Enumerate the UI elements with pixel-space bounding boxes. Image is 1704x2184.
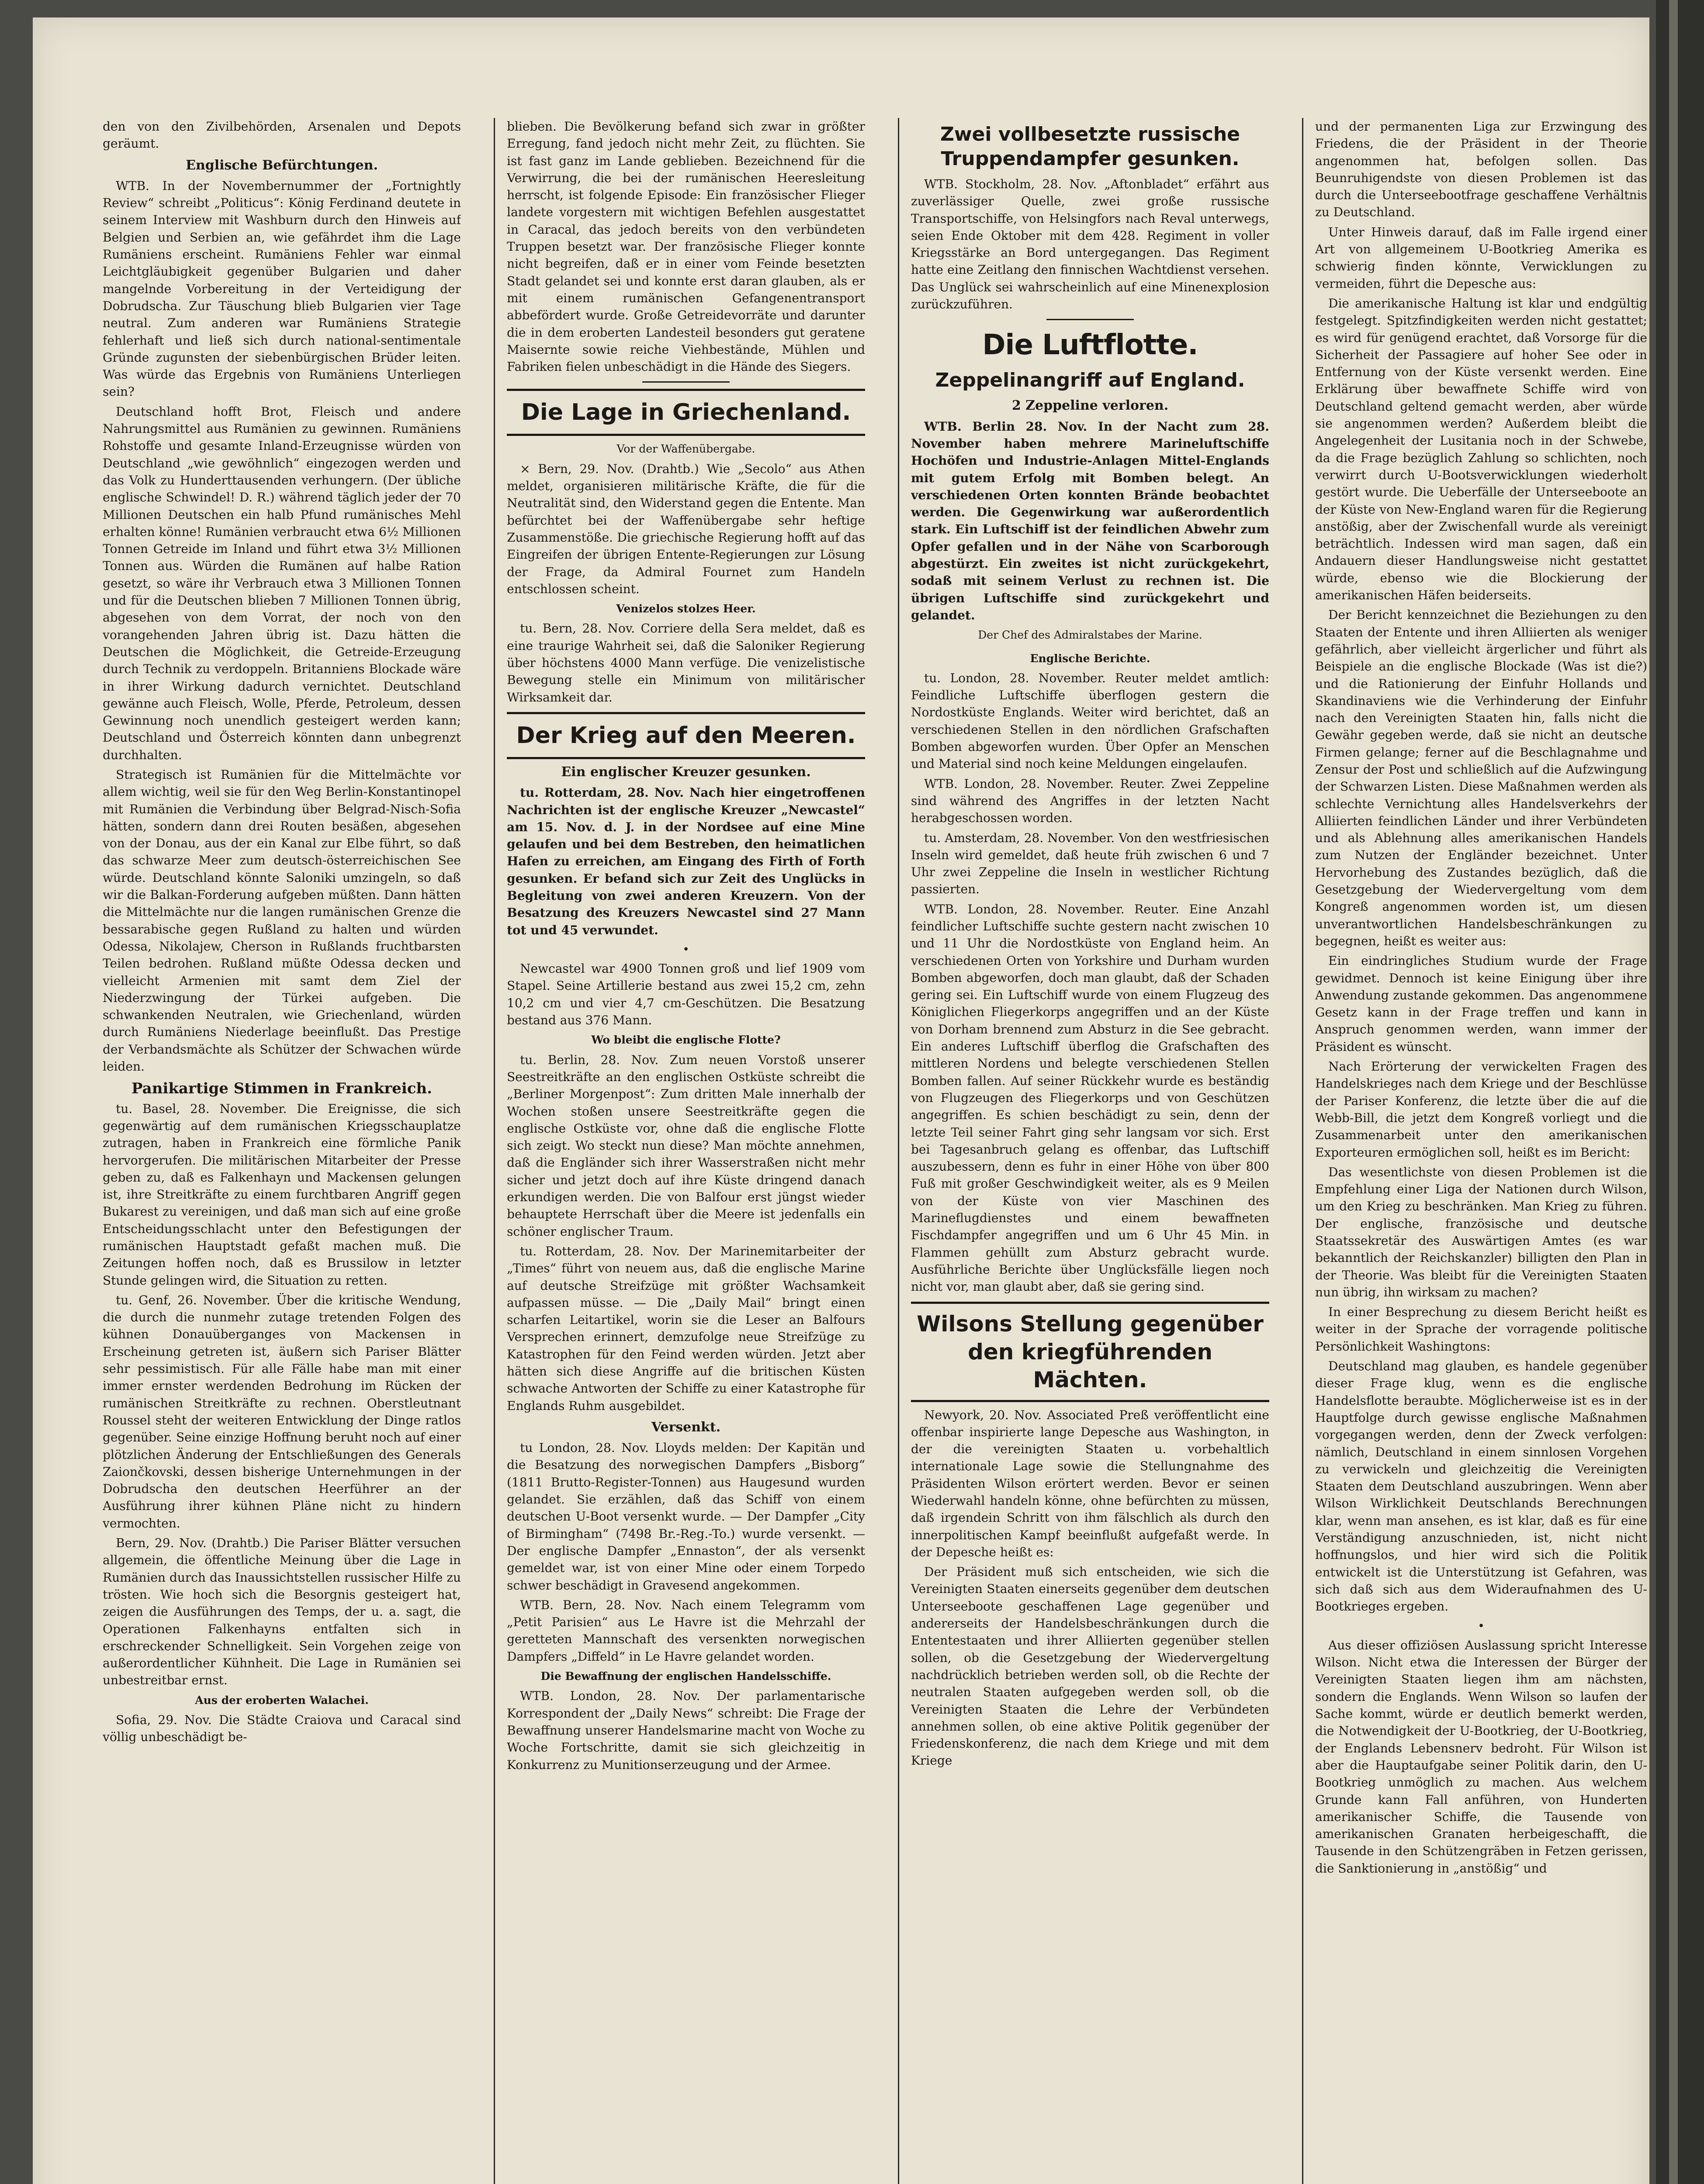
separator-dot: • (682, 943, 689, 956)
paragraph: Nach Erörterung der verwickelten Fragen des Handelskrieges nach dem Kriege und der Beschlüsse der Pariser Konferenz, die letzte über die auf die Webb-Bill, die jetzt dem Kongreß vorliegt und die Zusammenarbeit unter den amerikanischen Exporteuren ermöglichen soll, heißt es im Bericht: (1315, 1059, 1647, 1160)
paragraph: WTB. Berlin 28. Nov. In der Nacht zum 28. November haben mehrere Marineluftschiffe Hochöfen und Industrie-Anlagen Mittel-Englands mit gutem Erfolg mit Bomben belegt. An verschiedenen Orten konnten Brände beobachtet werden. Die Gegenwirkung war außerordentlich stark. Ein Luftschiff ist der feindlichen Abwehr zum Opfer gefallen und in der Nähe von Scarborough abgestürzt. Ein zweites ist nicht zurückgekehrt, sodaß mit seinem Verlust zu rechnen ist. Die übrigen Luftschiffe sind zurückgekehrt und gelandet. (911, 419, 1269, 622)
paragraph: Der Bericht kennzeichnet die Beziehungen zu den Staaten der Entente und ihren Alliierten als weniger gefährlich, aber vielleicht ärgerlicher und führt als Beispiele an die englische Blockade (Was ist die?) und die Rationierung der Einfuhr Hollands und Skandinaviens wie die Verhinderung der Einfuhr nach den Vereinigten Staaten hin, falls nicht die Gewähr gegeben werde, daß sie nicht an deutsche Firmen gelange; ferner auf die Beschlagnahme und Zensur der Post und schließlich auf die Aufzwingung der Schwarzen Listen. Diese Maßnahmen werden als schlechte Vernichtung alles Handelsverkehrs der Alliierten feindlichen Länder und ihrer Verbündeten und als Ablehnung alles amerikanischen Handels zum Nutzen der Engländer bezeichnet. Unter Hervorhebung des Zustandes bezüglich, daß die Gesetzgebung der Wiedervergeltung vom dem Kongreß angenommen worden ist, um diesen unverantwortlichen Handelsbeschränkungen zu begegnen, heißt es weiter aus: (1315, 608, 1647, 948)
paragraph: Die amerikanische Haltung ist klar und endgültig festgelegt. Spitzfindigkeiten werden nicht gestattet; es wird für genügend erachtet, daß Vorsorge für die Sicherheit der Passagiere auf hoher See oder in Entfernung von der Küste versenkt werden. Eine Erklärung über bewaffnete Schiffe wird von Deutschland geltend gemacht werden, aber würde sie angenommen werden? Außerdem bleibt die Angelegenheit der Lusitania noch in der Schwebe, da die Frage bezüglich Zahlung so schlichten, noch verwirrt durch U-Bootsverwicklungen wiederholt gestört wurde. Die Ueberfälle der Unterseeboote an der Küste von New-England waren für die Regierung anstößig, aber der Zwischenfall wurde als vereinigt beträchtlich. Indessen wird man sagen, daß ein Andauern dieser Handlungsweise nicht gestattet würde, ebenso wie die Blockierung der amerikanischen Häfen beiderseits. (1315, 296, 1647, 603)
paragraph: WTB. London, 28. Nov. Der parlamentarische Korrespondent der „Daily News“ schreibt: Die Frage der Bewaffnung unserer Handelsmarine macht von Woche zu Woche Fortschritte, damit sie sich gleichzeitig in Konkurrenz zu Munitionserzeugung und der Armee. (507, 1689, 865, 1772)
paragraph: tu. London, 28. November. Reuter meldet amtlich: Feindliche Luftschiffe überflogen gestern die Nordostküste Englands. Weiter wird berichtet, daß an verschiedenen Stellen in den nördlichen Grafschaften Bomben abgeworfen wurden. Über Opfer an Menschen und Material sind noch keine Meldungen eingelaufen. (911, 670, 1269, 771)
article-headline: Panikartige Stimmen in Frankreich. (132, 1080, 432, 1098)
column-rule (1302, 118, 1303, 2184)
paragraph: WTB. London, 28. November. Reuter. Zwei Zeppeline sind während des Angriffes in der letzten Nacht herabgeschossen worden. (911, 776, 1269, 826)
paragraph: Deutschland mag glauben, es handele gegenüber dieser Frage klug, wenn es die englische Handelsflotte beraubte. Möglicherweise ist es in der Hauptfolge durch gewisse englische Maßnahmen vorgegangen werden, denn der Zweck verfolgen: nämlich, Deutschland in einem sinnlosen Vorgehen zu verwickeln und gleichzeitig die Vereinigten Staaten dem Deutschland auszubringen. Wenn aber Wilson Wirklichkeit Deutschlands Berechnungen klar, wenn man ansehen, es ist klar, daß es für eine Verständigung anzuschnieden, ist, nicht nicht hoffnungslos, und hier wird sich die Politik entwickelt ist die Unterstützung ist Gefahren, was sich daß sich aus dem Wideraufnahmen des U-Bootkrieges ergeben. (1315, 1359, 1647, 1614)
paragraph: Bern, 29. Nov. (Drahtb.) Die Pariser Blätter versuchen allgemein, die öffentliche Meinung über die Lage in Rumänien durch das Inaussichtstellen russischer Hilfe zu trösten. Wie hoch sich die Besorgnis gesteigert hat, zeigen die Ausführungen des Temps, der u. a. sagt, die Operationen Falkenhayns entfalten sich in erschreckender Schnelligkeit. Sein Vorgehen zeige von außerordentlicher Kühnheit. Die Lage in Rumänien sei unbestreitbar ernst. (103, 1536, 461, 1688)
paragraph: tu. Berlin, 28. Nov. Zum neuen Vorstoß unserer Seestreitkräfte an den englischen Ostküste schreibt die „Berliner Morgenpost“: Zum dritten Male innerhalb der Wochen stoßen unsere Seestreitkräfte gegen die englische Ostküste vor, ohne daß die englische Flotte sich zeigt. Wo steckt nun diese? Man möchte annehmen, daß die Engländer sich ihrer Wasserstraßen nicht mehr sicher und jetzt doch auf ihre Küste dringend danach erkundigen werden. Die von Balfour erst jüngst wieder behauptete Herrschaft über die Meere ist jedenfalls ein schöner englischer Traum. (507, 1052, 865, 1239)
column-3 (911, 118, 1269, 2184)
scan-edge-strip (1669, 0, 1678, 2184)
paragraph: tu. Bern, 28. Nov. Corriere della Sera meldet, daß es eine traurige Wahrheit sei, daß die Saloniker Regierung über höchstens 4000 Mann verfüge. Die venizelistische Bewegung stelle ein Minimum von militärischer Wirksamkeit dar. (507, 621, 865, 705)
subheading: Englische Berichte. (1030, 652, 1150, 665)
paragraph: tu. Rotterdam, 28. Nov. Nach hier eingetroffenen Nachrichten ist der englische Kreuzer „Newcastel“ am 15. Nov. d. J. in der Nordsee auf eine Mine gelaufen und bei dem Bestreben, den heimatlichen Hafen zu erreichen, am Eingang des Firth of Forth gesunken. Er befand sich zur Zeit des Unglücks in Begleitung von zwei anderen Kreuzern. Von der Besatzung des Kreuzers Newcastel sind 27 Mann tot und 45 verwundet. (507, 785, 865, 937)
scan-background-edge (1656, 0, 1704, 2184)
paragraph: WTB. London, 28. November. Reuter. Eine Anzahl feindlicher Luftschiffe suchte gestern nacht zwischen 10 und 11 Uhr die Nordostküste von England heim. An verschiedenen Orten von Yorkshire und Durham wurden Bomben abgeworfen, doch man glaubt, daß der Schaden gering sei. Ein Luftschiff wurde von einem Flugzeug des Königlichen Fliegerkorps angegriffen und an der Küste von Dorham brennend zum Absturz in die See gebracht. Ein anderes Luftschiff überflog die Grafschaften des mittleren Nordens und belegte verschiedenen Stellen Bomben fallen. Auf seiner Rückkehr wurde es beständig von Flugzeugen des Fliegerkorps und von Geschützen angegriffen. Es schien beschädigt zu sein, denn der letzte Teil seiner Fahrt ging sehr langsam vor sich. Erst bei Tagesanbruch gelang es offenbar, das Luftschiff auszubessern, denn es fuhr in einer Höhe von über 800 Fuß mit großer Geschwindigkeit weiter, als es 9 Meilen von der Küste von vier Maschinen des Marineflugdienstes und einem bewaffneten Fischdampfer angegriffen und um 6 Uhr 45 Min. in Flammen gehüllt zum Absturz gebracht wurde. Ausführliche Berichte über Unglücksfälle liegen noch nicht vor, man glaubt aber, daß sie gering sind. (911, 902, 1269, 1294)
paragraph: Ein eindringliches Studium wurde der Frage gewidmet. Dennoch ist keine Einigung über ihre Anwendung zustande gekommen. Das angenommene Gesetz kann in der Frage treffen und kann in Anspruch genommen werden, wann immer der Präsident es wünscht. (1315, 954, 1647, 1054)
article-headline: Die Luftflotte. (982, 329, 1198, 362)
article-subheadline: Zeppelinangriff auf England. (935, 369, 1245, 392)
paragraph: Der Präsident muß sich entscheiden, wie sich die Vereinigten Staaten einerseits gegenüber dem deutschen Unterseeboote geschaffenen Lage gegenüber und andererseits der Handelsbeschränkungen durch die Ententestaaten und ihrer Alliierten gegenüber stellen sollen, ob die Gesetzgebung der Wiedervergeltung nachdrücklich betrieben werden soll, ob die Rechte der neutralen Staaten aufgegeben werden soll, ob die Vereinigten Staaten die Lehre der Verbündeten annehmen sollen, ob eine aktive Politik gegenüber der Friedenskonferenz, die nach dem Kriege und mit dem Kriege (911, 1565, 1269, 1768)
paragraph: WTB. In der Novembernummer der „Fortnightly Review“ schreibt „Politicus“: König Ferdinand deutete in seinem Interview mit Washburn durch den Hinweis auf Belgien und Serbien an, wie gefährdet ihm die Lage Rumäniens erscheint. Rumäniens Fehler war einmal Leichtgläubigkeit gegenüber Bulgarien und daher mangelnde Vorbereitung in der Verteidigung der Dobrudscha. Zur Täuschung blieb Bulgarien vier Tage neutral. Zum anderen war Rumäniens Strategie fehlerhaft und ließ sich durch national-sentimentale Gründe zugunsten der siebenbürgischen Brüder leiten. Was würde das Ergebnis von Rumäniens Unterliegen sein? (103, 178, 461, 399)
column-1 (103, 118, 461, 2184)
subheading: Versenkt. (651, 1419, 721, 1435)
article-headline: Die Lage in Griechenland. (507, 389, 865, 436)
paragraph: tu London, 28. Nov. Lloyds melden: Der Kapitän und die Besatzung des norwegischen Dampfers „Bisborg“ (1811 Brutto-Register-Tonnen) aus Haugesund wurden gelandet. Sie erzählen, daß das Schiff von einem deutschen U-Boot versenkt wurde. — Der Dampfer „City of Birmingham“ (7498 Br.-Reg.-To.) wurde versenkt. — Der englische Dampfer „Ennaston“, der als versenkt gemeldet war, ist von einer Mine oder einem Torpedo schwer beschädigt in Gravesend angekommen. (507, 1441, 865, 1593)
subheading: 2 Zeppeline verloren. (1011, 398, 1169, 414)
subheading: Venizelos stolzes Heer. (616, 602, 756, 615)
column-2 (507, 118, 865, 2184)
paragraph: Newcastel war 4900 Tonnen groß und lief 1909 vom Stapel. Seine Artillerie bestand aus zwei 15,2 cm, zehn 10,2 cm und vier 4,7 cm-Geschützen. Die Besatzung bestand aus 376 Mann. (507, 961, 865, 1028)
signature-line: Der Chef des Admiralstabes der Marine. (978, 629, 1202, 642)
separator (642, 381, 730, 383)
column-rule (494, 118, 495, 2184)
separator (1046, 319, 1134, 320)
paragraph: Deutschland hofft Brot, Fleisch und andere Nahrungsmittel aus Rumänien zu gewinnen. Rumäniens Rohstoffe und gesamte Inland-Erzeugnisse würden von Deutschland „wie gewöhnlich“ eingezogen werden und das Volk zu Hunderttausenden verhungern. (Der übliche englische Schwindel! D. R.) während täglich jeder der 70 Millionen Deutschen ein halb Pfund rumänisches Mehl erhalten könne! Rumänien verbraucht etwa 6½ Millionen Tonnen Getreide im Inland und führt etwa 3½ Millionen Tonnen aus. Würden die Rumänen auf halbe Ration gesetzt, so wäre ihr Verbrauch etwa 3 Millionen Tonnen und für die Deutschen blieben 7 Millionen Tonnen übrig, abgesehen von dem Vorrat, der noch von den vorangehenden Jahren übrig ist. Dazu hätten die Deutschen die Möglichkeit, die Getreide-Erzeugung durch Technik zu verdoppeln. Britanniens Blockade wäre in ihrer Wirkung dadurch vernichtet. Deutschland gewänne auch Fleisch, Wolle, Pferde, Petroleum, dessen Gewinnung noch unendlich gesteigert werden kann; Deutschland und Österreich könnten dann unbegrenzt durchhalten. (103, 404, 461, 762)
paragraph: Strategisch ist Rumänien für die Mittelmächte vor allem wichtig, weil sie für den Weg Berlin-Konstantinopel mit Rumänien die Verbindung über Belgrad-Nisch-Sofia hätten, sondern dann drei Routen besäßen, abgesehen von der Donau, aus der ein Kanal zur Elbe führt, so daß das schwarze Meer zum deutsch-österreichischen See würde. Deutschland könnte Saloniki umzingeln, so daß wir die Balkan-Forderung aufgeben müßten. Dann hätten die Mittelmächte nur die langen rumänischen Grenze die bessarabische gegen Rußland zu halten und würden Odessa, Nikolajew, Cherson in Rußlands fruchtbarsten Teilen bedrohen. Rußland müßte Odessa decken und vielleicht Armenien mit samt dem Ziel der Niederzwingung der Türkei aufgeben. Die schwankenden Neutralen, wie Griechenland, würden durch Rumäniens Niederlage beeinflußt. Das Prestige der Verbandsmächte als Schützer der Schwachen würde leiden. (103, 767, 461, 1074)
section-heading: Englische Befürchtungen. (186, 157, 378, 173)
paragraph: tu. Amsterdam, 28. November. Von den westfriesischen Inseln wird gemeldet, daß heute früh zwischen 6 und 7 Uhr zwei Zeppeline die Inseln in westlicher Richtung passierten. (911, 830, 1269, 897)
subheading: Wo bleibt die englische Flotte? (591, 1033, 781, 1047)
newspaper-page (33, 17, 1649, 2184)
paragraph: Sofia, 29. Nov. Die Städte Craiova und Caracal sind völlig unbeschädigt be- (103, 1713, 461, 1745)
article-headline: Wilsons Stellung gegenüber den kriegführenden Mächten. (911, 1302, 1269, 1402)
paragraph: WTB. Stockholm, 28. Nov. „Aftonbladet“ erfährt aus zuverlässiger Quelle, zwei große russische Transportschiffe, von Helsingfors nach Reval unterwegs, seien Ende Oktober mit dem 428. Regiment in voller Kriegsstärke an Bord untergegangen. Das Regiment hatte eine Zeitlang den finnischen Wachtdienst versehen. Das Unglück sei wahrscheinlich auf eine Minenexplosion zurückzuführen. (911, 177, 1269, 312)
column-4 (1315, 118, 1647, 2184)
paragraph: tu. Basel, 28. November. Die Ereignisse, die sich gegenwärtig auf dem rumänischen Kriegsschauplatze zutragen, haben in Frankreich eine förmliche Panik hervorgerufen. Die militärischen Mitarbeiter der Presse geben zu, daß es Falkenhayn und Mackensen gelungen ist, ihre Streitkräfte zu einem furchtbaren Angriff gegen Bukarest zu vereinigen, und daß man sich auf eine große Entscheidungsschlacht unter den Befestigungen der rumänischen Hauptstadt gefaßt machen muß. Die Zeitungen hoffen noch, daß es Brussilow in letzter Stunde gelingen wird, die Situation zu retten. (103, 1101, 461, 1288)
paragraph: × Bern, 29. Nov. (Drahtb.) Wie „Secolo“ aus Athen meldet, organisieren militärische Kräfte, die für die Neutralität sind, den Widerstand gegen die Entente. Man befürchtet bei der Waffenübergabe sehr heftige Zusammenstöße. Die griechische Regierung hofft auf das Eingreifen der übrigen Entente-Regierungen zur Lösung der Frage, da Admiral Fournet zum Handeln entschlossen scheint. (507, 461, 865, 596)
subheading: Die Bewaffnung der englischen Handelsschiffe. (540, 1670, 831, 1683)
separator-dot: • (1478, 1619, 1485, 1633)
subheading: Ein englischer Kreuzer gesunken. (561, 764, 811, 780)
paragraph: blieben. Die Bevölkerung befand sich zwar in größter Erregung, fand jedoch nicht mehr Zeit, zu flüchten. Sie ist fast ganz im Lande geblieben. Bezeichnend für die Verwirrung, die bei der rumänischen Heeresleitung herrscht, ist folgende Episode: Ein französischer Flieger landete vorgestern mit wichtigen Befehlen ausgestattet in Caracal, das jedoch bereits von den verbündeten Truppen besetzt war. Der französische Flieger konnte nicht begreifen, daß er in einer vom Feinde besetzten Stadt gelandet sei und konnte erst daran glauben, als er mit einem rumänischen Gefangenentransport abbefördert wurde. Große Getreidevorräte und darunter die in dem eroberten Landesteil besonders gut geratene Maisernte sowie reiche Viehbestände, Mühlen und Fabriken fielen unbeschädigt in die Hände des Siegers. (507, 119, 865, 374)
paragraph: Newyork, 20. Nov. Associated Preß veröffentlicht eine offenbar inspirierte lange Depesche aus Washington, in der die vereinigten Staaten u. vorbehaltlich internationale Lage sowie die Stellungnahme des Präsidenten Wilson erörtert werden. Bevor er seinen Wiederwahl handeln könne, ohne befürchten zu müssen, daß irgendein Schritt von ihm fälschlich als durch den innerpolitischen Kampf beeinflußt aufgefaßt werde. In der Depesche heißt es: (911, 1407, 1269, 1559)
article-headline: Zwei vollbesetzte russische Truppendampfer gesunken. (940, 123, 1240, 170)
article-headline: Der Krieg auf den Meeren. (507, 712, 865, 759)
paragraph: WTB. Bern, 28. Nov. Nach einem Telegramm vom „Petit Parisien“ aus Le Havre ist die Mehrzahl der geretteten Mannschaft des versenkten norwegischen Dampfers „Diffeld“ in Le Havre gelandet worden. (507, 1597, 865, 1664)
paragraph: den von den Zivilbehörden, Arsenalen und Depots geräumt. (103, 119, 461, 151)
paragraph: und der permanenten Liga zur Erzwingung des Friedens, die der Präsident in der Theorie angenommen hat, befolgen sollen. Das Beunruhigendste von diesen Problemen ist das durch die Unterseebootfrage geschaffene Verhältnis zu Deutschland. (1315, 119, 1647, 220)
paragraph: In einer Besprechung zu diesem Bericht heißt es weiter in der Sprache der vorragende politische Persönlichkeit Washingtons: (1315, 1305, 1647, 1354)
paragraph: Unter Hinweis darauf, daß im Falle irgend einer Art von allgemeinem U-Bootkrieg Amerika es schwierig finden könnte, Verwicklungen zu vermeiden, führt die Depesche aus: (1315, 225, 1647, 291)
subheading: Vor der Waffenübergabe. (616, 442, 755, 456)
paragraph: tu. Rotterdam, 28. Nov. Der Marinemitarbeiter der „Times“ führt von neuem aus, daß die englische Marine auf deutsche Streifzüge mit größter Wachsamkeit aufpassen müsse. — Die „Daily Mail“ bringt einen scharfen Leitartikel, worin sie die Leser an Balfours Versprechen erinnert, demzufolge neue Streifzüge zu Katastrophen für den Feind werden würden. Jetzt aber hätten sich diese Angriffe auf die britischen Küsten schwache Antworten der Schiffe zu einer Katastrophe für Englands Ruhm ausgebildet. (507, 1244, 865, 1413)
section-heading: Aus der eroberten Walachei. (195, 1693, 369, 1707)
paragraph: Das wesentlichste von diesen Problemen ist die Empfehlung einer Liga der Nationen durch Wilson, um den Krieg zu beschränken. Man Krieg zu führen. Der englische, französische und deutsche Staatssekretär des Auswärtigen Amtes (es war bekanntlich der Reichskanzler) billigten den Plan in der Theorie. Was bleibt für die Vereinigten Staaten nun übrig, ihn wirksam zu machen? (1315, 1165, 1647, 1299)
column-rule (898, 118, 899, 2184)
paragraph: Aus dieser offiziösen Auslassung spricht Interesse Wilson. Nicht etwa die Interessen der Bürger der Vereinigten Staaten liegen ihm am nächsten, sondern die Englands. Wenn Wilson so laufen der Sache kommt, würde er deutlich bemerkt werden, die Notwendigkeit der U-Bootkrieg, der U-Bootkrieg, der Englands Lebensnerv bedroht. Für Wilson ist aber die Hauptaufgabe seiner Politik darin, den U-Bootkrieg unmöglich zu machen. Aus welchem Grunde kann Fall anführen, von Hunderten amerikanischer Schiffe, die Tausende von amerikanischen Granaten herbeigeschafft, die Tausende in den Schützengräben in Fetzen gerissen, die Sanktionierung in „anstößig“ und (1315, 1638, 1647, 1876)
paragraph: tu. Genf, 26. November. Über die kritische Wendung, die durch die nunmehr zutage tretenden Folgen des kühnen Donauüberganges von Mackensen in Erscheinung getreten ist, äußern sich Pariser Blätter sehr pessimistisch. Für alle Fälle habe man mit einer immer ernster werdenden Bedrohung im Rücken der rumänischen Streitkräfte zu rechnen. Oberstleutnant Roussel steht der weiteren Entwicklung der Dinge ratlos gegenüber. Seine einzige Hoffnung beruht noch auf einer plötzlichen Änderung der Entschließungen des Generals Zaiončkovski, dessen bisherige Unternehmungen in der Dobrudscha den deutschen Heerführer an der Ausführung ihrer kühnen Pläne nicht zu hindern vermochten. (103, 1292, 461, 1531)
